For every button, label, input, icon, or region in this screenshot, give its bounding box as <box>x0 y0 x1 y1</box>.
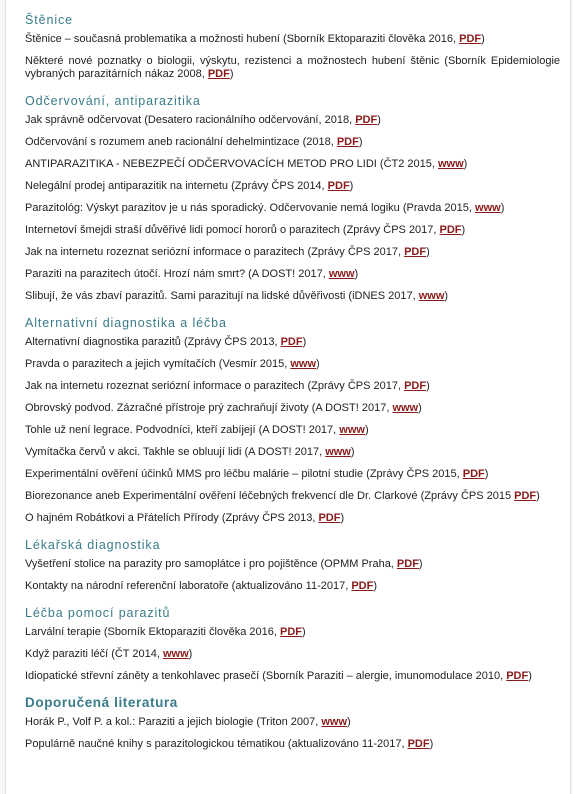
list-item <box>25 402 560 415</box>
list-item <box>25 136 560 149</box>
list-item <box>25 202 560 215</box>
www-link[interactable]: www <box>328 268 355 280</box>
item-text: Vymítačka červů v akci. Takhle se obluují lidi (A DOST! 2017, <box>25 446 326 458</box>
pdf-link[interactable]: PDF <box>404 380 427 392</box>
item-suffix: ) <box>229 68 234 80</box>
pdf-link[interactable]: PDF <box>404 246 427 258</box>
item-suffix: ) <box>528 670 532 682</box>
item-text: Pravda o parazitech a jejich vymítačích (Vesmír 2015, <box>25 358 291 370</box>
item-suffix: ) <box>418 402 422 414</box>
list-item <box>25 648 560 661</box>
pdf-link[interactable]: PDF <box>280 336 303 348</box>
item-suffix: ) <box>373 580 378 592</box>
item-text: Obrovský podvod. Zázračné přístroje prý zachraňují životy (A DOST! 2017, <box>25 402 393 414</box>
item-suffix: ) <box>536 490 540 502</box>
item-suffix: ) <box>349 180 354 192</box>
item-suffix: ) <box>463 158 468 170</box>
content-area <box>25 12 560 763</box>
item-suffix: ) <box>302 336 307 348</box>
item-text: Jak na internetu rozeznat seriózní informace o parazitech (Zprávy ČPS 2017, <box>25 246 405 258</box>
pdf-link[interactable]: PDF <box>336 136 359 148</box>
list-item <box>25 55 560 81</box>
www-link[interactable]: www <box>162 648 189 660</box>
item-suffix: ) <box>500 202 505 214</box>
list-item <box>25 424 560 437</box>
list-item <box>25 512 560 525</box>
pdf-link[interactable]: PDF <box>459 33 482 45</box>
item-suffix: ) <box>418 558 423 570</box>
item-suffix: ) <box>350 446 355 458</box>
item-text: Experimentální ověření účinků MMS pro léčbu malárie – pilotní studie (Zprávy ČPS 2015, <box>25 468 463 480</box>
item-suffix: ) <box>364 424 369 436</box>
section-title: Doporučená literatura <box>25 695 178 710</box>
item-text: Když paraziti léčí (ČT 2014, <box>25 648 163 660</box>
www-link[interactable]: www <box>438 158 464 170</box>
item-text: ANTIPARAZITIKA - NEBEZPEČÍ ODČERVOVACÍCH METOD PRO LIDI (ČT2 2015, <box>25 158 438 170</box>
list-item <box>25 33 560 46</box>
item-suffix: ) <box>426 246 430 258</box>
pdf-link[interactable]: PDF <box>462 468 485 480</box>
list-item <box>25 158 560 171</box>
item-text: O hajném Robátkovi a Přátelích Přírody (Zprávy ČPS 2013, <box>25 512 319 524</box>
list-item <box>25 446 560 459</box>
item-text: Jak na internetu rozeznat seriózní informace o parazitech (Zprávy ČPS 2017, <box>25 380 405 392</box>
item-suffix: ) <box>484 468 489 480</box>
list-item <box>25 180 560 193</box>
list-item <box>25 336 560 349</box>
list-item <box>25 114 560 127</box>
section-title: Štěnice <box>25 13 73 27</box>
item-suffix: ) <box>301 626 306 638</box>
item-text: Slibují, že vás zbaví parazitů. Sami parazitují na lidské důvěřivosti (iDNES 2017, <box>25 290 419 302</box>
item-suffix: ) <box>316 358 320 370</box>
list-item <box>25 268 560 281</box>
list-item <box>25 580 560 593</box>
item-text: Idiopatické střevní záněty a tenkohlavec prasečí (Sborník Paraziti – alergie, imunomodulace 2010, <box>25 670 507 682</box>
list-item <box>25 490 560 503</box>
www-link[interactable]: www <box>321 716 348 728</box>
www-link[interactable]: www <box>418 290 445 302</box>
www-link[interactable]: www <box>392 402 419 414</box>
list-item <box>25 246 560 259</box>
pdf-link[interactable]: PDF <box>279 626 302 638</box>
list-item <box>25 738 560 751</box>
pdf-link[interactable]: PDF <box>439 224 462 236</box>
pdf-link[interactable]: PDF <box>407 738 430 750</box>
page-frame <box>5 0 571 794</box>
section <box>25 315 560 525</box>
section-title: Odčervování, antiparazitika <box>25 94 201 108</box>
item-text: Internetoví šmejdi straší důvěřivé lidi pomocí hororů o parazitech (Zprávy ČPS 2017, <box>25 224 440 236</box>
pdf-link[interactable]: PDF <box>318 512 341 524</box>
item-text: Larvální terapie (Sborník Ektoparaziti člověka 2016, <box>25 626 280 638</box>
list-item <box>25 716 560 729</box>
item-suffix: ) <box>188 648 193 660</box>
list-item <box>25 224 560 237</box>
list-item <box>25 290 560 303</box>
item-text: Biorezonance aneb Experimentální ověření léčebných frekvencí dle Dr. Clarkové (Zprávy ČPS 2015 <box>25 490 515 502</box>
list-item <box>25 358 560 371</box>
list-item <box>25 380 560 393</box>
item-suffix: ) <box>354 268 359 280</box>
item-text: Vyšetření stolice na parazity pro samoplátce i pro pojištěnce (OPMM Praha, <box>25 558 397 570</box>
item-suffix: ) <box>429 738 434 750</box>
item-suffix: ) <box>426 380 430 392</box>
item-suffix: ) <box>377 114 381 126</box>
list-item <box>25 558 560 571</box>
item-text: Kontakty na národní referenční laboratoře (aktualizováno 11-2017, <box>25 580 352 592</box>
pdf-link[interactable]: PDF <box>514 490 537 502</box>
pdf-link[interactable]: PDF <box>327 180 350 192</box>
www-link[interactable]: www <box>290 358 317 370</box>
section-title: Alternativní diagnostika a léčba <box>25 316 227 330</box>
item-text: Alternativní diagnostika parazitů (Zprávy ČPS 2013, <box>25 336 281 348</box>
item-text: Jak správně odčervovat (Desatero racionálního odčervování, 2018, <box>25 114 356 126</box>
pdf-link[interactable]: PDF <box>396 558 419 570</box>
item-suffix: ) <box>481 33 485 45</box>
item-text: Horák P., Volf P. a kol.: Paraziti a jejich biologie (Triton 2007, <box>25 716 322 728</box>
item-text: Odčervování s rozumem aneb racionální dehelmintizace (2018, <box>25 136 337 148</box>
www-link[interactable]: www <box>325 446 351 458</box>
section-title: Léčba pomocí parazitů <box>25 606 171 620</box>
item-text: Některé nové poznatky o biologii, výskytu, rezistenci a možnostech hubení štěnic (Sborník Epidemiologie vybraných parazitárních nákaz 2008, <box>25 55 560 80</box>
section <box>25 695 560 751</box>
list-item <box>25 468 560 481</box>
pdf-link[interactable]: PDF <box>506 670 529 682</box>
item-text: Tohle už není legrace. Podvodníci, kteří zabíjejí (A DOST! 2017, <box>25 424 340 436</box>
list-item <box>25 670 560 683</box>
pdf-link[interactable]: PDF <box>207 68 230 80</box>
item-text: Paraziti na parazitech útočí. Hrozí nám smrt? (A DOST! 2017, <box>25 268 329 280</box>
pdf-link[interactable]: PDF <box>355 114 378 126</box>
section-title: Lékařská diagnostika <box>25 538 161 552</box>
www-link[interactable]: www <box>339 424 365 436</box>
item-text: Štěnice – současná problematika a možnosti hubení (Sborník Ektoparaziti člověka 2016, <box>25 33 460 45</box>
list-item <box>25 626 560 639</box>
item-text: Nelegální prodej antiparazitik na internetu (Zprávy ČPS 2014, <box>25 180 328 192</box>
item-text: Parazitológ: Výskyt parazitov je u nás sporadický. Odčervovanie nemá logiku (Pravda 2015, <box>25 202 476 214</box>
pdf-link[interactable]: PDF <box>351 580 374 592</box>
item-suffix: ) <box>347 716 351 728</box>
www-link[interactable]: www <box>475 202 501 214</box>
section <box>25 93 560 303</box>
section <box>25 12 560 81</box>
item-suffix: ) <box>340 512 345 524</box>
item-suffix: ) <box>358 136 363 148</box>
item-text: Populárně naučné knihy s parazitologickou tématikou (aktualizováno 11-2017, <box>25 738 408 750</box>
item-suffix: ) <box>444 290 449 302</box>
item-suffix: ) <box>461 224 466 236</box>
section <box>25 605 560 683</box>
section <box>25 537 560 593</box>
